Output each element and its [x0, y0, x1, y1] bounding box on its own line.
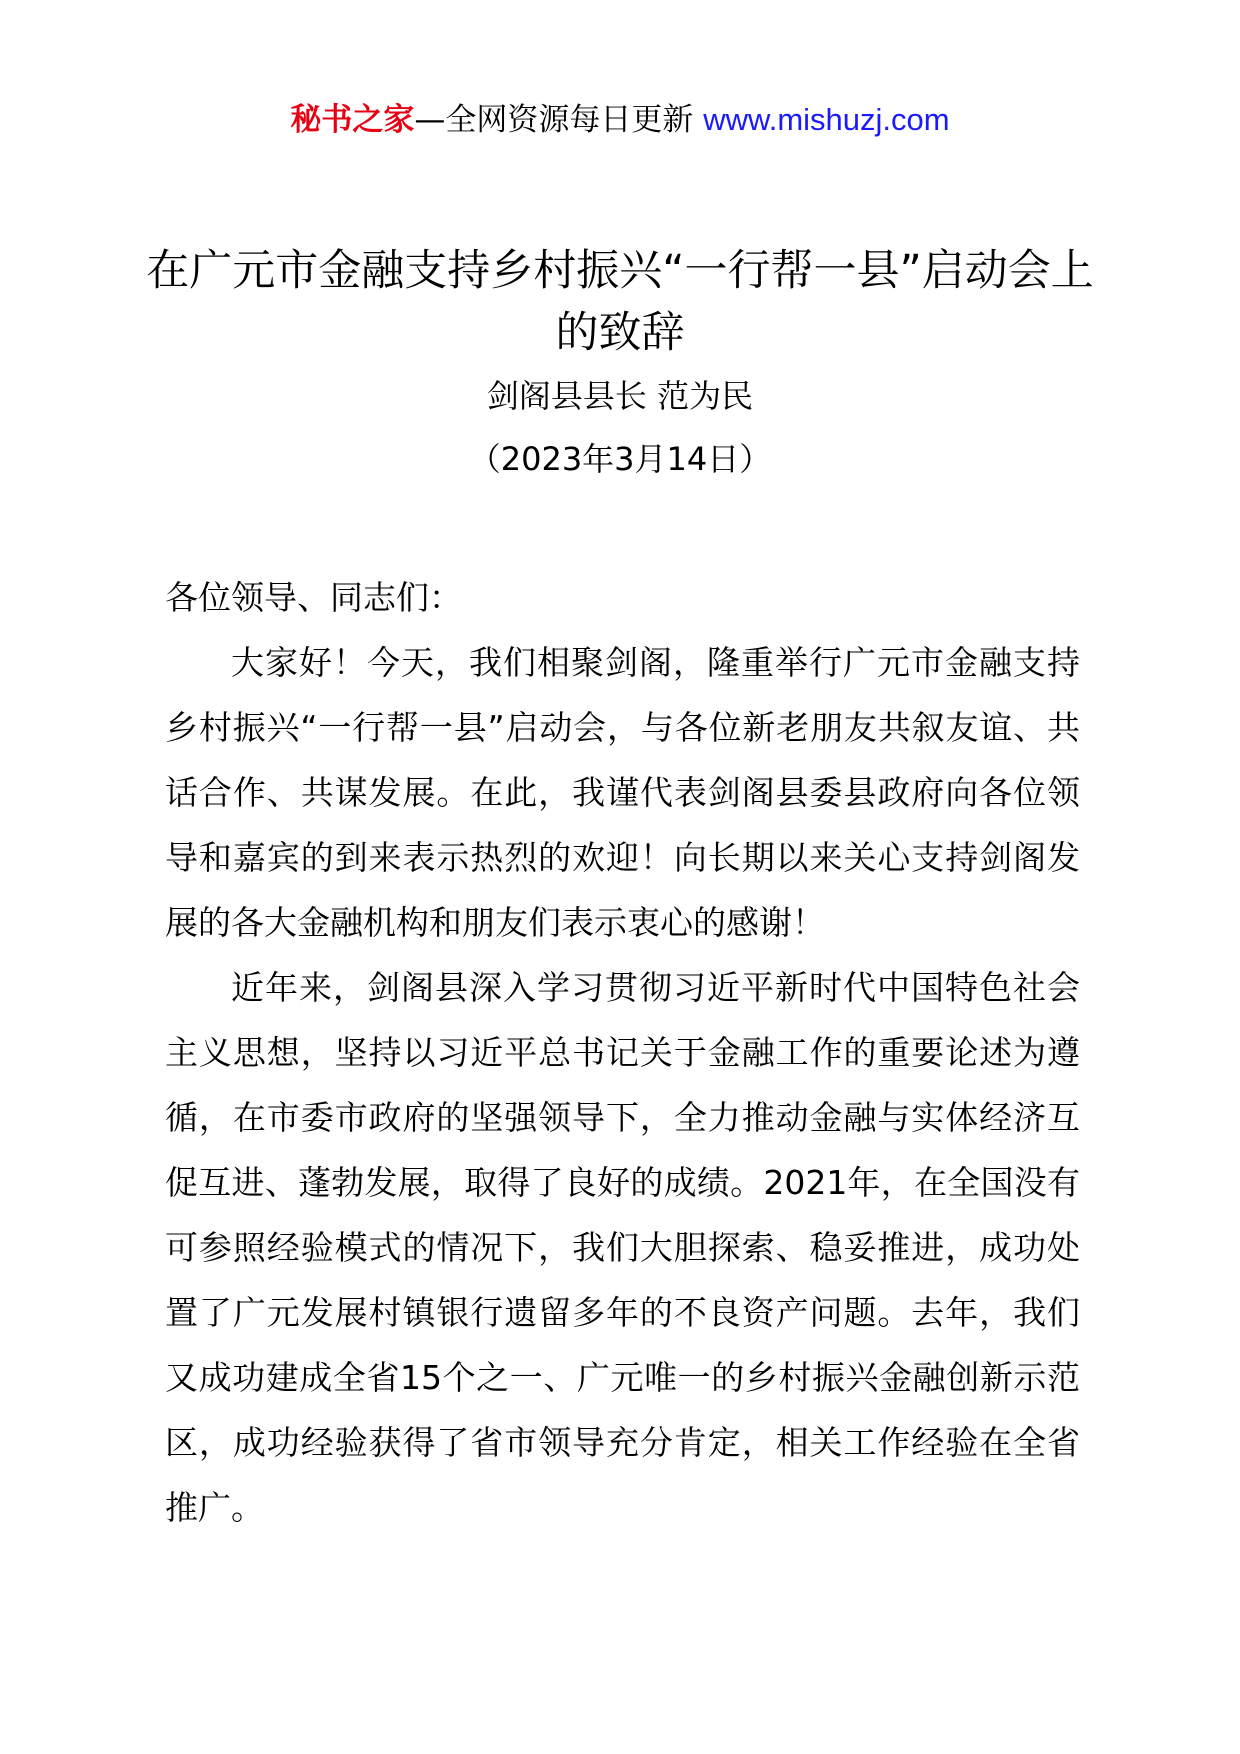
site-header: [0, 100, 1240, 140]
document-body: [165, 565, 1080, 1540]
body-paragraph: 大家好！今天，我们相聚剑阁，隆重举行广元市金融支持乡村振兴“一行帮一县”启动会，与各位新老朋友共叙友谊、共话合作、共谋发展。在此，我谨代表剑阁县委县政府向各位领导和嘉宾的到来表示热烈的欢迎！向长期以来关心支持剑阁发展的各大金融机构和朋友们表示衷心的感谢！: [165, 643, 1080, 942]
site-brand: 秘书之家: [290, 102, 415, 138]
document-author: 剑阁县县长 范为民: [486, 377, 754, 415]
document-title: 在广元市金融支持乡村振兴“一行帮一县”启动会上的致辞: [146, 246, 1094, 358]
site-tagline: —全网资源每日更新: [414, 102, 694, 138]
greeting: 各位领导、同志们：: [165, 578, 462, 617]
document-date: （2023年3月14日）: [468, 440, 772, 478]
body-paragraph: 近年来，剑阁县深入学习贯彻习近平新时代中国特色社会主义思想，坚持以习近平总书记关于金融工作的重要论述为遵循，在市委市政府的坚强领导下，全力推动金融与实体经济互促互进、蓬勃发展，取得了良好的成绩。2021年，在全国没有可参照经验模式的情况下，我们大胆探索、稳妥推进，成功处置了广元发展村镇银行遗留多年的不良资产问题。去年，我们又成功建成全省15个之一、广元唯一的乡村振兴金融创新示范区，成功经验获得了省市领导充分肯定，相关工作经验在全省推广。: [165, 968, 1080, 1527]
site-url-link[interactable]: www.mishuzj.com: [703, 102, 950, 137]
